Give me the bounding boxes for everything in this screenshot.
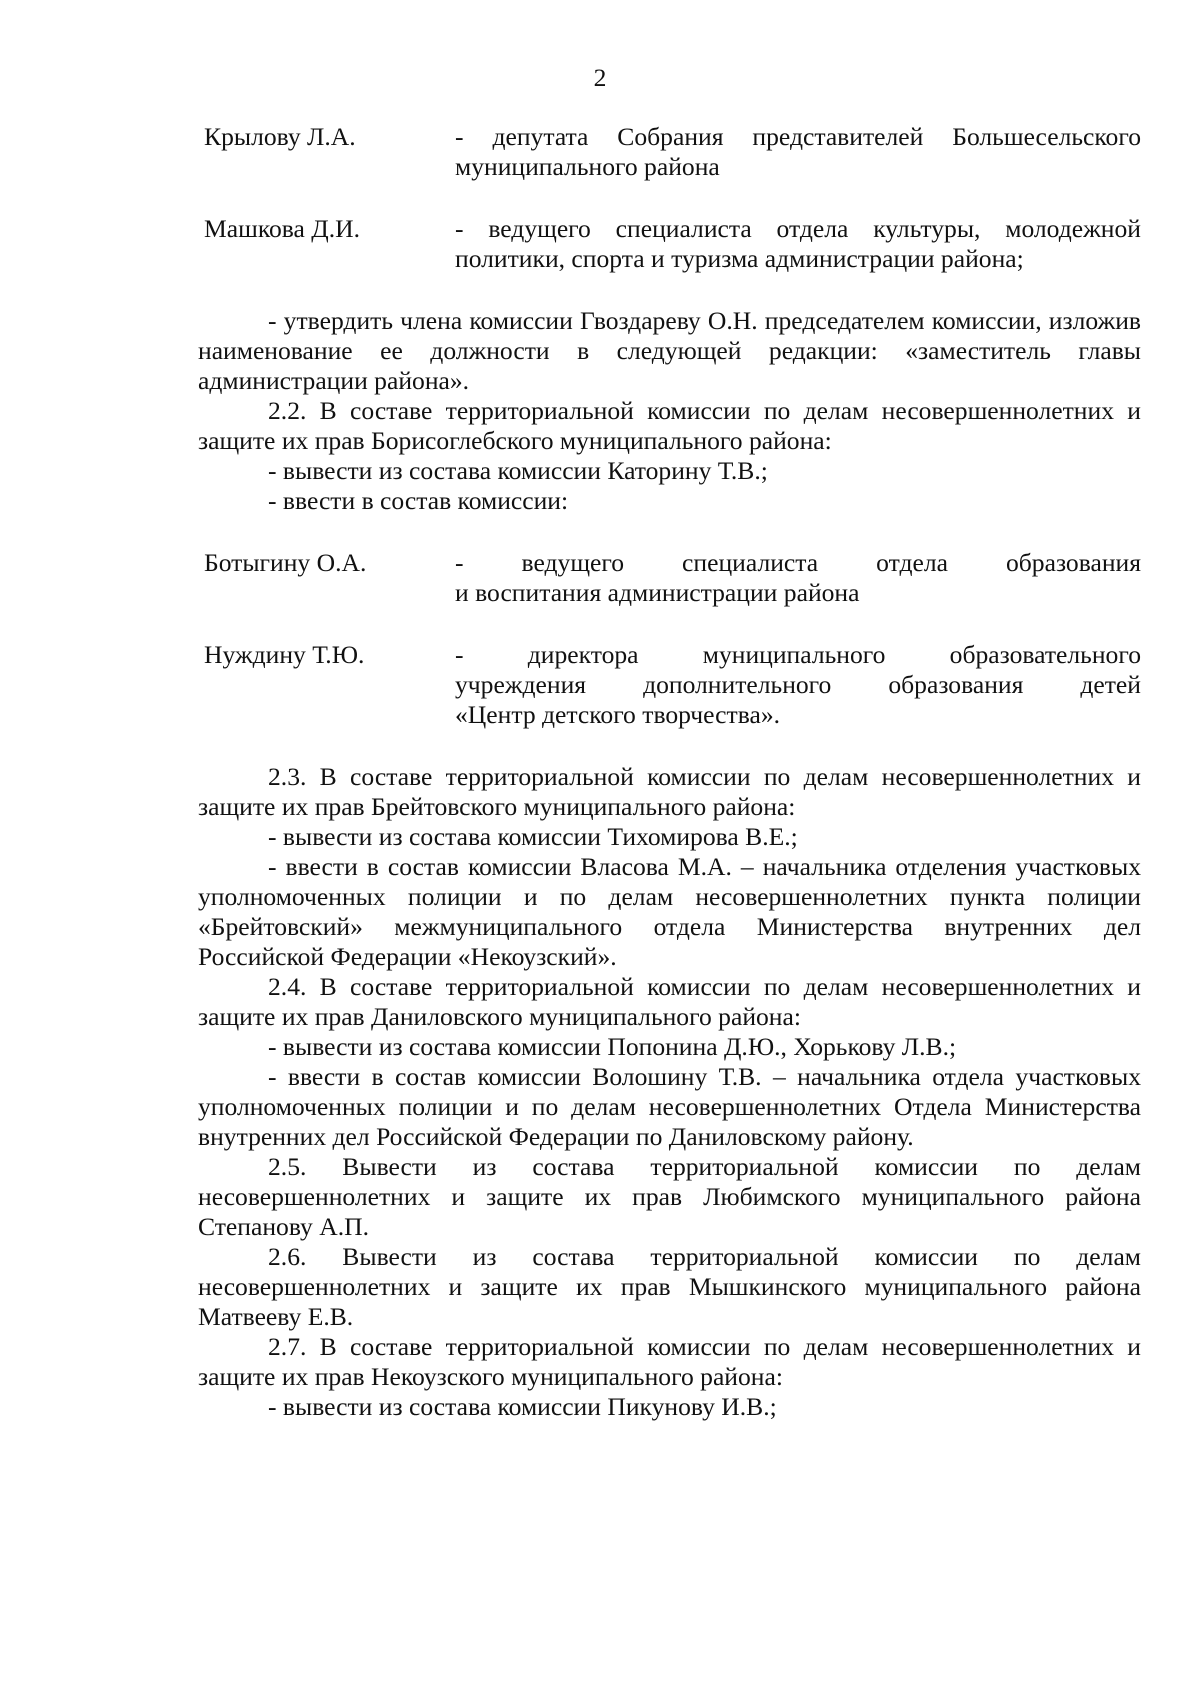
paragraph-2-4: 2.4. В составе территориальной комиссии по делам несовершеннолетних и защите их прав Даниловского муниципального района: [198, 972, 1141, 1031]
paragraph-approve-chair: - утвердить члена комиссии Гвоздареву О.Н. председателем комиссии, изложив наименование ее должности в следующей редакции: «заместитель главы администрации района». [198, 306, 1141, 395]
paragraph-2-4-add: - ввести в состав комиссии Волошину Т.В. – начальника отдела участковых уполномоченных полиции и по делам несовершеннолетних Отдела Министерства внутренних дел Российской Федерации по Даниловскому району. [198, 1062, 1141, 1151]
member-name: Крылову Л.А. [204, 122, 356, 151]
paragraph-2-7-remove: - вывести из состава комиссии Пикунову И.В.; [268, 1392, 777, 1421]
paragraph-2-2-remove: - вывести из состава комиссии Каторину Т.В.; [268, 456, 768, 485]
member-name: Ботыгину О.А. [204, 548, 367, 577]
paragraph-2-3-remove: - вывести из состава комиссии Тихомирова В.Е.; [268, 822, 798, 851]
member-row [198, 548, 1141, 608]
member-description-line: - директора муниципального образовательного [455, 640, 1141, 669]
member-description [455, 640, 1141, 730]
paragraph-2-2: 2.2. В составе территориальной комиссии по делам несовершеннолетних и защите их прав Борисоглебского муниципального района: [198, 396, 1141, 455]
paragraph-2-5: 2.5. Вывести из состава территориальной комиссии по делам несовершеннолетних и защите их прав Любимского муниципального района Степанову А.П. [198, 1152, 1141, 1241]
member-row [198, 640, 1141, 730]
member-name: Машкова Д.И. [204, 214, 360, 243]
paragraph-2-3-add: - ввести в состав комиссии Власова М.А. – начальника отделения участковых уполномоченных полиции и по делам несовершеннолетних пункта полиции «Брейтовский» межмуниципального отдела Министерства внутренних дел Российской Федерации «Некоузский». [198, 852, 1141, 971]
paragraph-2-3: 2.3. В составе территориальной комиссии по делам несовершеннолетних и защите их прав Брейтовского муниципального района: [198, 762, 1141, 821]
spacer [198, 608, 1141, 640]
paragraph-2-6: 2.6. Вывести из состава территориальной комиссии по делам несовершеннолетних и защите их прав Мышкинского муниципального района Матвееву Е.В. [198, 1242, 1141, 1331]
paragraph-2-7: 2.7. В составе территориальной комиссии по делам несовершеннолетних и защите их прав Некоузского муниципального района: [198, 1332, 1141, 1391]
spacer [198, 730, 1141, 762]
member-description-line: учреждения дополнительного образования детей [455, 670, 1141, 699]
member-name: Нуждину Т.Ю. [204, 640, 365, 669]
member-row [198, 122, 1141, 182]
page-number: 2 [593, 63, 607, 92]
member-row [198, 214, 1141, 274]
member-description-line: - ведущего специалиста отдела образования [455, 548, 1141, 577]
member-description [455, 548, 1141, 608]
spacer [198, 516, 1141, 548]
document-body [198, 122, 1141, 1422]
paragraph-2-4-remove: - вывести из состава комиссии Попонина Д.Ю., Хорькову Л.В.; [268, 1032, 957, 1061]
spacer [198, 274, 1141, 306]
member-description-line: «Центр детского творчества». [455, 700, 781, 729]
spacer [198, 182, 1141, 214]
member-description-line: и воспитания администрации района [455, 578, 860, 607]
member-description: - депутата Собрания представителей Большесельского муниципального района [455, 122, 1141, 181]
paragraph-2-2-add: - ввести в состав комиссии: [268, 486, 569, 515]
member-description: - ведущего специалиста отдела культуры, молодежной политики, спорта и туризма администрации района; [455, 214, 1141, 273]
